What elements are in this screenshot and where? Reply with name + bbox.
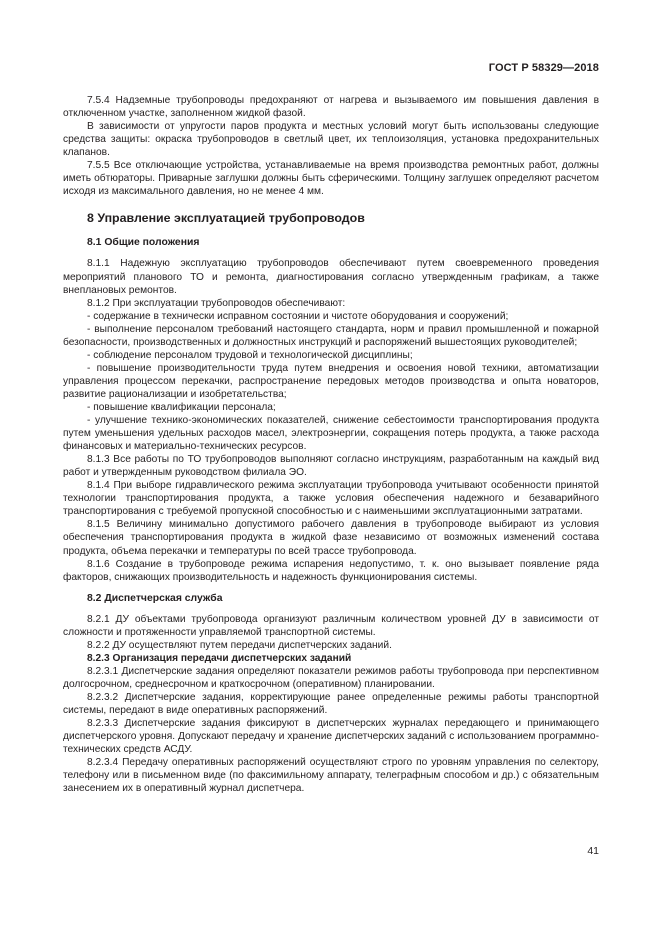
paragraph: 7.5.4 Надземные трубопроводы предохраняют от нагрева и вызываемого им повышения давления в отключенном участке, заполненном жидкой фазой.: [63, 95, 599, 120]
paragraph: 8.2.3.1 Диспетчерские задания определяют показатели режимов работы трубопровода при перспективном долгосрочном, среднесрочном и краткосрочном (оперативном) планировании.: [63, 665, 599, 690]
section-heading: 8 Управление эксплуатацией трубопроводов: [87, 211, 365, 226]
paragraph: 8.2.1 ДУ объектами трубопровода организуют различным количеством уровней ДУ в зависимости от сложности и протяженности управляемой транспортной системы.: [63, 613, 599, 638]
paragraph: 8.1.3 Все работы по ТО трубопроводов выполняют согласно инструкциям, разработанным на каждый вид работ и утвержденным руководством филиала ЭО.: [63, 454, 599, 479]
paragraph: 8.1.4 При выборе гидравлического режима эксплуатации трубопровода учитывают особенности принятой технологии транспортирования продукта, а также условия обеспечения надежного и безаварийного транспортирования с требуемой пропускной способностью и с наименьшими эксплуатационными затратами.: [63, 480, 599, 518]
list-item: - содержание в технически исправном состоянии и чистоте оборудования и сооружений;: [87, 310, 509, 322]
paragraph: 8.1.6 Создание в трубопроводе режима испарения недопустимо, т. к. оно вызывает появление ряда факторов, снижающих производительность и надежность функционирования системы.: [63, 558, 599, 583]
clause-heading: 8.2.3 Организация передачи диспетчерских заданий: [87, 652, 352, 664]
list-item: - повышение производительности труда путем внедрения и освоения новой техники, автоматизации управления процессом перекачки, распространение передовых методов производства и опыта новаторов, развитие рационализации и изобретательства;: [63, 362, 599, 400]
list-item: - повышение квалификации персонала;: [87, 401, 276, 413]
paragraph: 8.1.2 При эксплуатации трубопроводов обеспечивают:: [87, 297, 346, 309]
subsection-heading: 8.2 Диспетчерская служба: [87, 592, 223, 604]
paragraph: 8.1.5 Величину минимально допустимого рабочего давления в трубопроводе выбирают из условия обеспечения транспортирования продукта в жидкой фазе независимо от возможных изменений состава продукта, объема перекачки и температуры по всей трассе трубопровода.: [63, 519, 599, 557]
paragraph: 8.2.3.4 Передачу оперативных распоряжений осуществляют строго по уровням управления по селектору, телефону или в письменном виде (по факсимильному аппарату, телеграфным способом и др.) с обязательным занесением их в оперативный журнал диспетчера.: [63, 757, 599, 795]
paragraph: 8.2.2 ДУ осуществляют путем передачи диспетчерских заданий.: [87, 639, 392, 651]
page-number: 41: [587, 845, 599, 857]
list-item: - выполнение персоналом требований настоящего стандарта, норм и правил промышленной и пожарной безопасности, производственных и должностных инструкций и распоряжений вышестоящих руководителей;: [63, 323, 599, 348]
list-item: - соблюдение персоналом трудовой и технологической дисциплины;: [87, 349, 413, 361]
paragraph: 7.5.5 Все отключающие устройства, устанавливаемые на время производства ремонтных работ, должны иметь обтюраторы. Приварные заглушки должны быть сферическими. Толщину заглушек определяют расчетом исходя из максимального давления, но не менее 4 мм.: [63, 160, 599, 198]
paragraph: 8.2.3.2 Диспетчерские задания, корректирующие ранее определенные режимы работы транспортной системы, передают в виде оперативных распоряжений.: [63, 691, 599, 717]
paragraph: 8.2.3.3 Диспетчерские задания фиксируют в диспетчерских журналах передающего и принимающего диспетчерского уровня. Допускают передачу и хранение диспетчерских заданий с использованием программно-технических средств АСДУ.: [63, 718, 599, 756]
subsection-heading: 8.1 Общие положения: [87, 237, 200, 249]
paragraph: 8.1.1 Надежную эксплуатацию трубопроводов обеспечивают путем своевременного проведения мероприятий планового ТО и ремонта, диагностирования согласно утвержденным графикам, а также внеплановых ремонтов.: [63, 258, 599, 296]
list-item: - улучшение технико-экономических показателей, снижение себестоимости транспортирования продукта путем уменьшения удельных расходов масел, электроэнергии, сокращения потерь продукта, а также расхода финансовых и материально-технических ресурсов.: [63, 415, 599, 453]
page-body: [63, 94, 599, 795]
document-code-header: ГОСТ Р 58329—2018: [488, 62, 599, 74]
paragraph: В зависимости от упругости паров продукта и местных условий могут быть использованы следующие средства защиты: окраска трубопроводов в светлый цвет, их теплоизоляция, установка предохранительных клапанов.: [63, 121, 599, 159]
